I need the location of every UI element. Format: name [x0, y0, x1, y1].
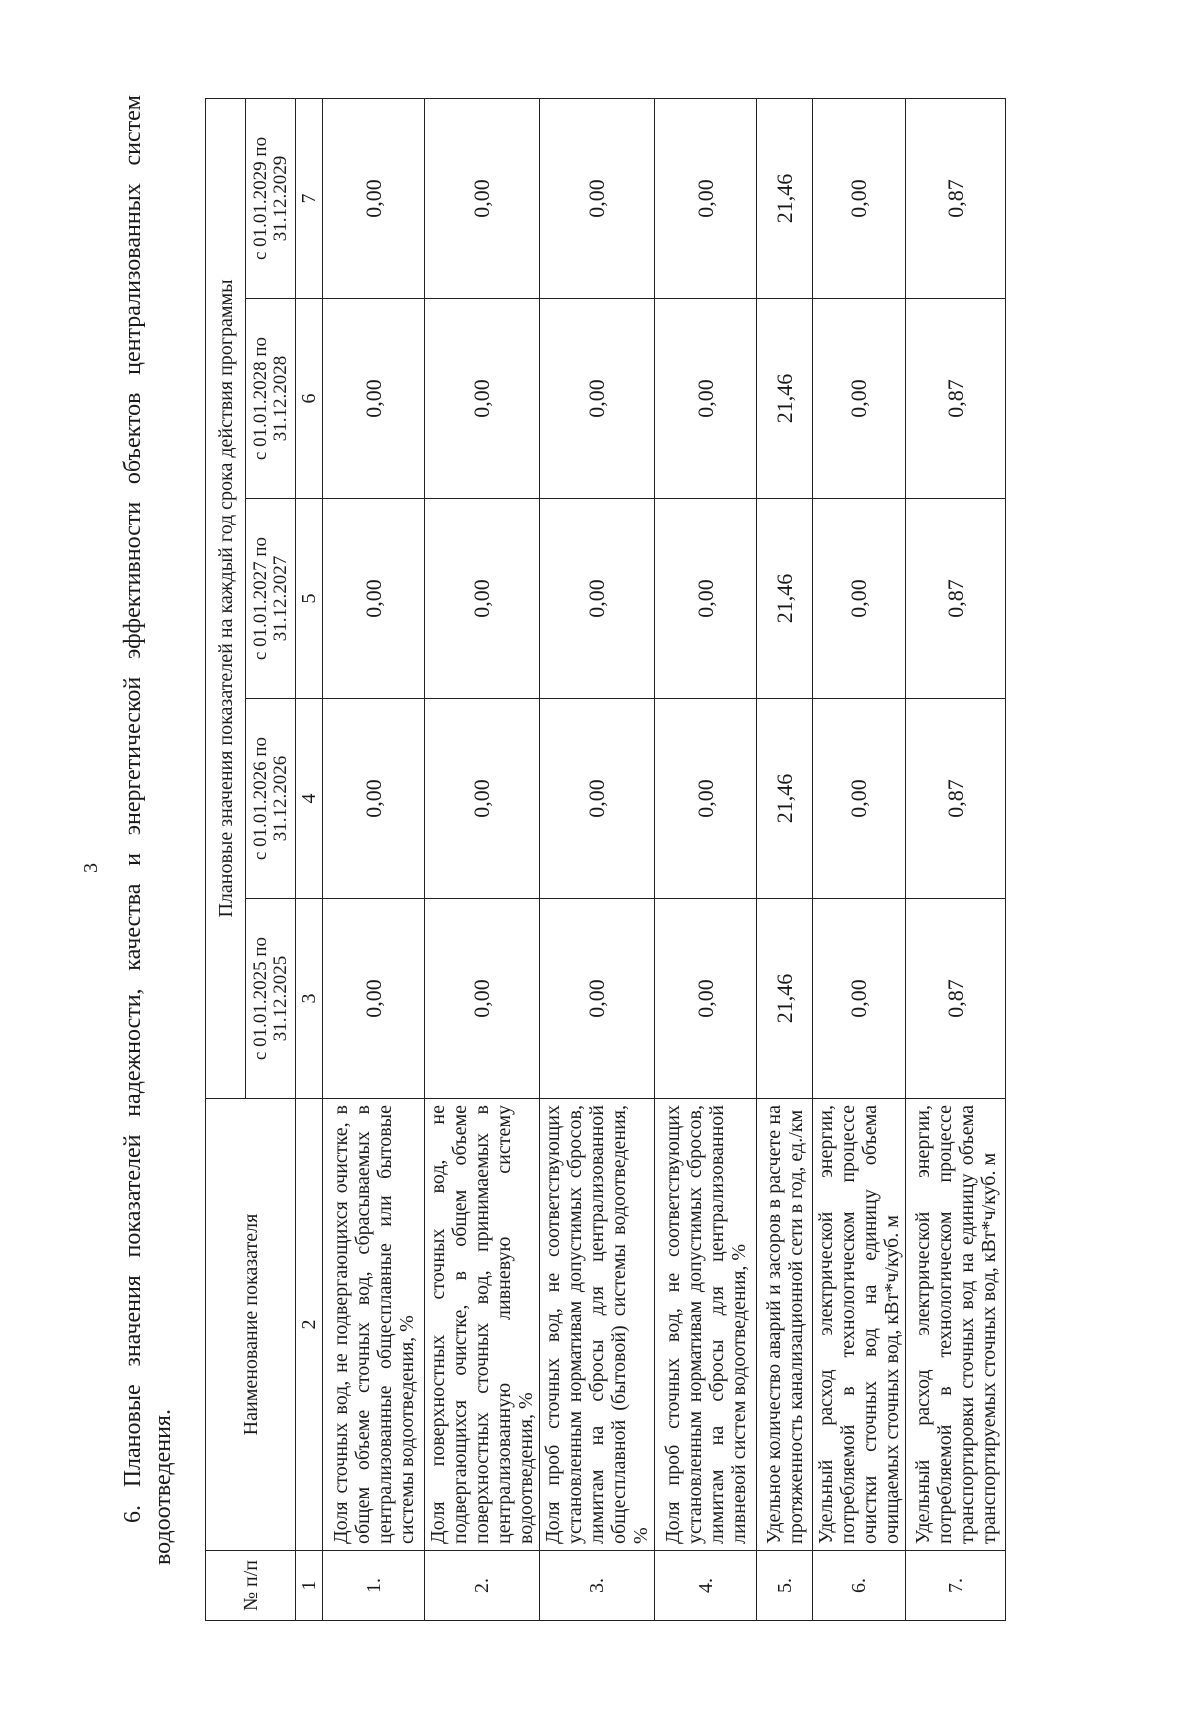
- section-heading: [118, 95, 178, 1565]
- indicator-value: 0,87: [906, 98, 1006, 298]
- table-row: [655, 98, 757, 1620]
- indicator-name: Удельное количество аварий и засоров в расчете на протяженность канализационной сети в год, ед./км: [757, 1099, 813, 1551]
- indicator-value: 0,00: [540, 499, 655, 699]
- column-number: 2: [296, 1099, 323, 1551]
- indicator-value: 0,00: [540, 899, 655, 1099]
- header-row-1: [206, 98, 246, 1620]
- row-number: 7.: [906, 1551, 1006, 1621]
- period-header: с 01.01.2028 по 31.12.2028: [246, 299, 296, 499]
- indicator-value: 0,00: [813, 899, 906, 1099]
- period-header: с 01.01.2027 по 31.12.2027: [246, 499, 296, 699]
- column-number-row: [296, 98, 323, 1620]
- indicator-value: 0,00: [813, 98, 906, 298]
- indicator-name: Доля сточных вод, не подвергающихся очистке, в общем объеме сточных вод, сбрасываемых в централизованные общесплавные или бытовые системы водоотведения, %: [323, 1099, 425, 1551]
- column-number: 5: [296, 499, 323, 699]
- indicators-table: [205, 98, 1006, 1621]
- indicator-value: 0,00: [323, 699, 425, 899]
- table-row: [540, 98, 655, 1620]
- indicator-value: 0,00: [425, 899, 540, 1099]
- indicator-value: 0,00: [813, 499, 906, 699]
- indicator-value: 0,00: [323, 899, 425, 1099]
- table-row: [813, 98, 906, 1620]
- indicator-value: 21,46: [757, 98, 813, 298]
- indicator-name: Доля поверхностных сточных вод, не подвергающихся очистке, в общем объеме поверхностных сточных вод, принимаемых в централизованную ливневую систему водоотведения, %: [425, 1099, 540, 1551]
- indicator-value: 0,00: [540, 699, 655, 899]
- column-number: 1: [296, 1551, 323, 1621]
- indicator-name: Доля проб сточных вод, не соответствующих установленным нормативам допустимых сбросов, лимитам на сбросы для централизованной ливневой систем водоотведения, %: [655, 1099, 757, 1551]
- indicator-value: 0,87: [906, 299, 1006, 499]
- indicator-value: 0,00: [655, 499, 757, 699]
- column-number: 7: [296, 98, 323, 298]
- indicator-value: 21,46: [757, 899, 813, 1099]
- column-number: 4: [296, 699, 323, 899]
- row-number: 3.: [540, 1551, 655, 1621]
- group-header: Плановые значения показателей на каждый год срока действия программы: [206, 98, 246, 1098]
- indicator-value: 0,00: [323, 499, 425, 699]
- indicator-value: 0,00: [323, 299, 425, 499]
- indicator-name: Удельный расход электрической энергии, потребляемой в технологическом процессе очистки сточных вод на единицу объема очищаемых сточных вод, кВт*ч/куб. м: [813, 1099, 906, 1551]
- indicator-value: 0,00: [540, 98, 655, 298]
- indicator-value: 0,87: [906, 499, 1006, 699]
- indicator-name: Удельный расход электрической энергии, потребляемой в технологическом процессе транспортировки сточных вод на единицу объема транспортируемых сточных вод, кВт*ч/куб. м: [906, 1099, 1006, 1551]
- row-number: 5.: [757, 1551, 813, 1621]
- period-header: с 01.01.2025 по 31.12.2025: [246, 899, 296, 1099]
- row-number: 2.: [425, 1551, 540, 1621]
- indicator-value: 0,00: [655, 699, 757, 899]
- table-row: [906, 98, 1006, 1620]
- indicator-value: 0,00: [655, 299, 757, 499]
- period-header: с 01.01.2026 по 31.12.2026: [246, 699, 296, 899]
- indicator-value: 0,00: [540, 299, 655, 499]
- indicator-value: 21,46: [757, 699, 813, 899]
- column-number: 3: [296, 899, 323, 1099]
- row-number: 1.: [323, 1551, 425, 1621]
- indicator-value: 0,00: [425, 299, 540, 499]
- indicator-value: 0,00: [813, 299, 906, 499]
- table-row: [757, 98, 813, 1620]
- row-number: 6.: [813, 1551, 906, 1621]
- indicator-value: 0,87: [906, 699, 1006, 899]
- row-number: 4.: [655, 1551, 757, 1621]
- col-name-header: Наименование показателя: [206, 1099, 296, 1551]
- page-number: 3: [80, 863, 102, 873]
- period-header: с 01.01.2029 по 31.12.2029: [246, 98, 296, 298]
- indicator-name: Доля проб сточных вод, не соответствующих установленным нормативам допустимых сбросов, лимитам на сбросы для централизованной общесплавной (бытовой) системы водоотведения, %: [540, 1099, 655, 1551]
- table-row: [425, 98, 540, 1620]
- indicator-value: 0,00: [655, 899, 757, 1099]
- col-num-header: № п/п: [206, 1551, 296, 1621]
- section-heading-text: 6. Плановые значения показателей надежности, качества и энергетической эффективности объектов централизованных систем водоотведения.: [120, 95, 176, 1565]
- indicator-value: 0,00: [323, 98, 425, 298]
- indicator-value: 0,00: [425, 499, 540, 699]
- indicator-value: 0,00: [425, 699, 540, 899]
- indicator-value: 21,46: [757, 299, 813, 499]
- column-number: 6: [296, 299, 323, 499]
- indicator-value: 0,87: [906, 899, 1006, 1099]
- indicator-value: 0,00: [813, 699, 906, 899]
- indicator-value: 0,00: [655, 98, 757, 298]
- indicator-value: 21,46: [757, 499, 813, 699]
- indicator-value: 0,00: [425, 98, 540, 298]
- table-row: [323, 98, 425, 1620]
